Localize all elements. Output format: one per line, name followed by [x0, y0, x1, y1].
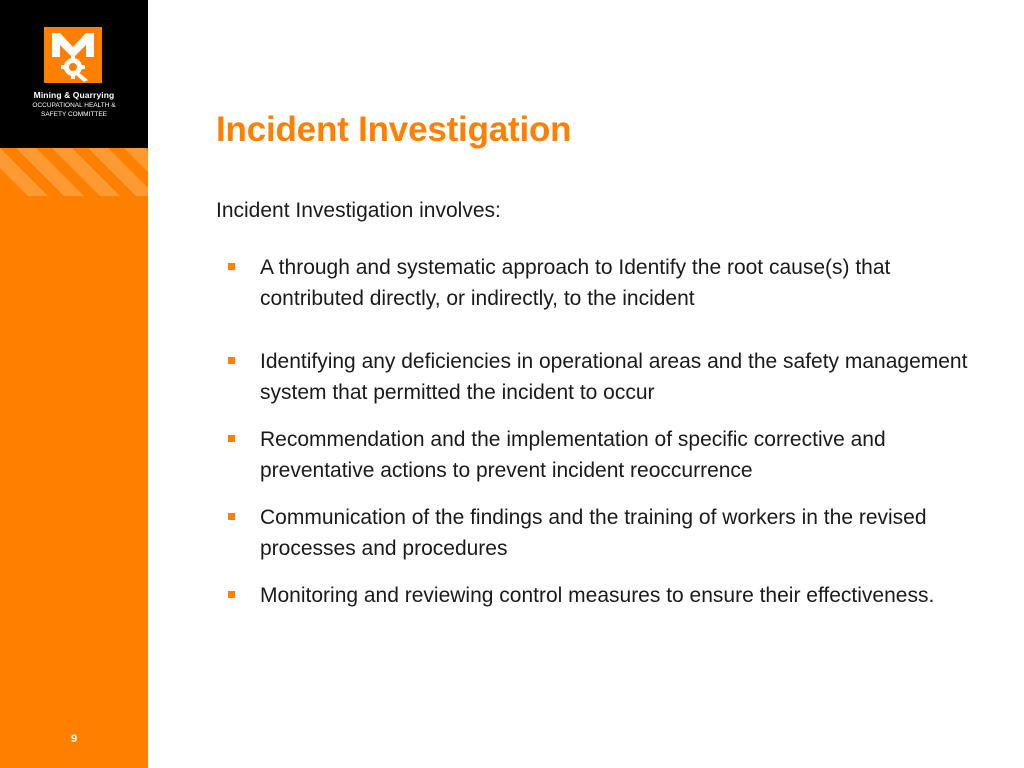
bullet-item	[228, 424, 998, 486]
stripe-band	[0, 148, 148, 196]
bullet-list	[228, 252, 998, 627]
square-bullet-icon	[228, 591, 235, 598]
bullet-text: Monitoring and reviewing control measures to ensure their effectiveness.	[260, 584, 935, 607]
bullet-text: Communication of the findings and the training of workers in the revised processes and procedures	[260, 506, 927, 560]
slide-title: Incident Investigation	[216, 110, 572, 149]
page-number: 9	[70, 733, 78, 745]
bullet-text: A through and systematic approach to Identify the root cause(s) that contributed directly, or indirectly, to the incident	[260, 256, 891, 310]
bullet-text: Recommendation and the implementation of specific corrective and preventative actions to prevent incident reoccurrence	[260, 428, 886, 482]
bullet-item	[228, 502, 998, 564]
logo-panel	[0, 0, 148, 148]
square-bullet-icon	[228, 435, 235, 442]
logo-subtitle-line2: SAFETY COMMITTEE	[41, 111, 107, 118]
intro-text: Incident Investigation involves:	[216, 199, 501, 222]
sidebar	[0, 0, 148, 768]
bullet-text: Identifying any deficiencies in operational areas and the safety management system that permitted the incident to occur	[260, 350, 968, 404]
mq-logo-icon	[44, 27, 102, 83]
square-bullet-icon	[228, 513, 235, 520]
logo-subtitle-line1: OCCUPATIONAL HEALTH &	[32, 102, 116, 109]
square-bullet-icon	[228, 357, 235, 364]
logo-title: Mining & Quarrying	[33, 90, 115, 100]
bullet-item	[228, 252, 998, 314]
bullet-item	[228, 346, 998, 408]
square-bullet-icon	[228, 263, 235, 270]
bullet-item	[228, 580, 998, 611]
